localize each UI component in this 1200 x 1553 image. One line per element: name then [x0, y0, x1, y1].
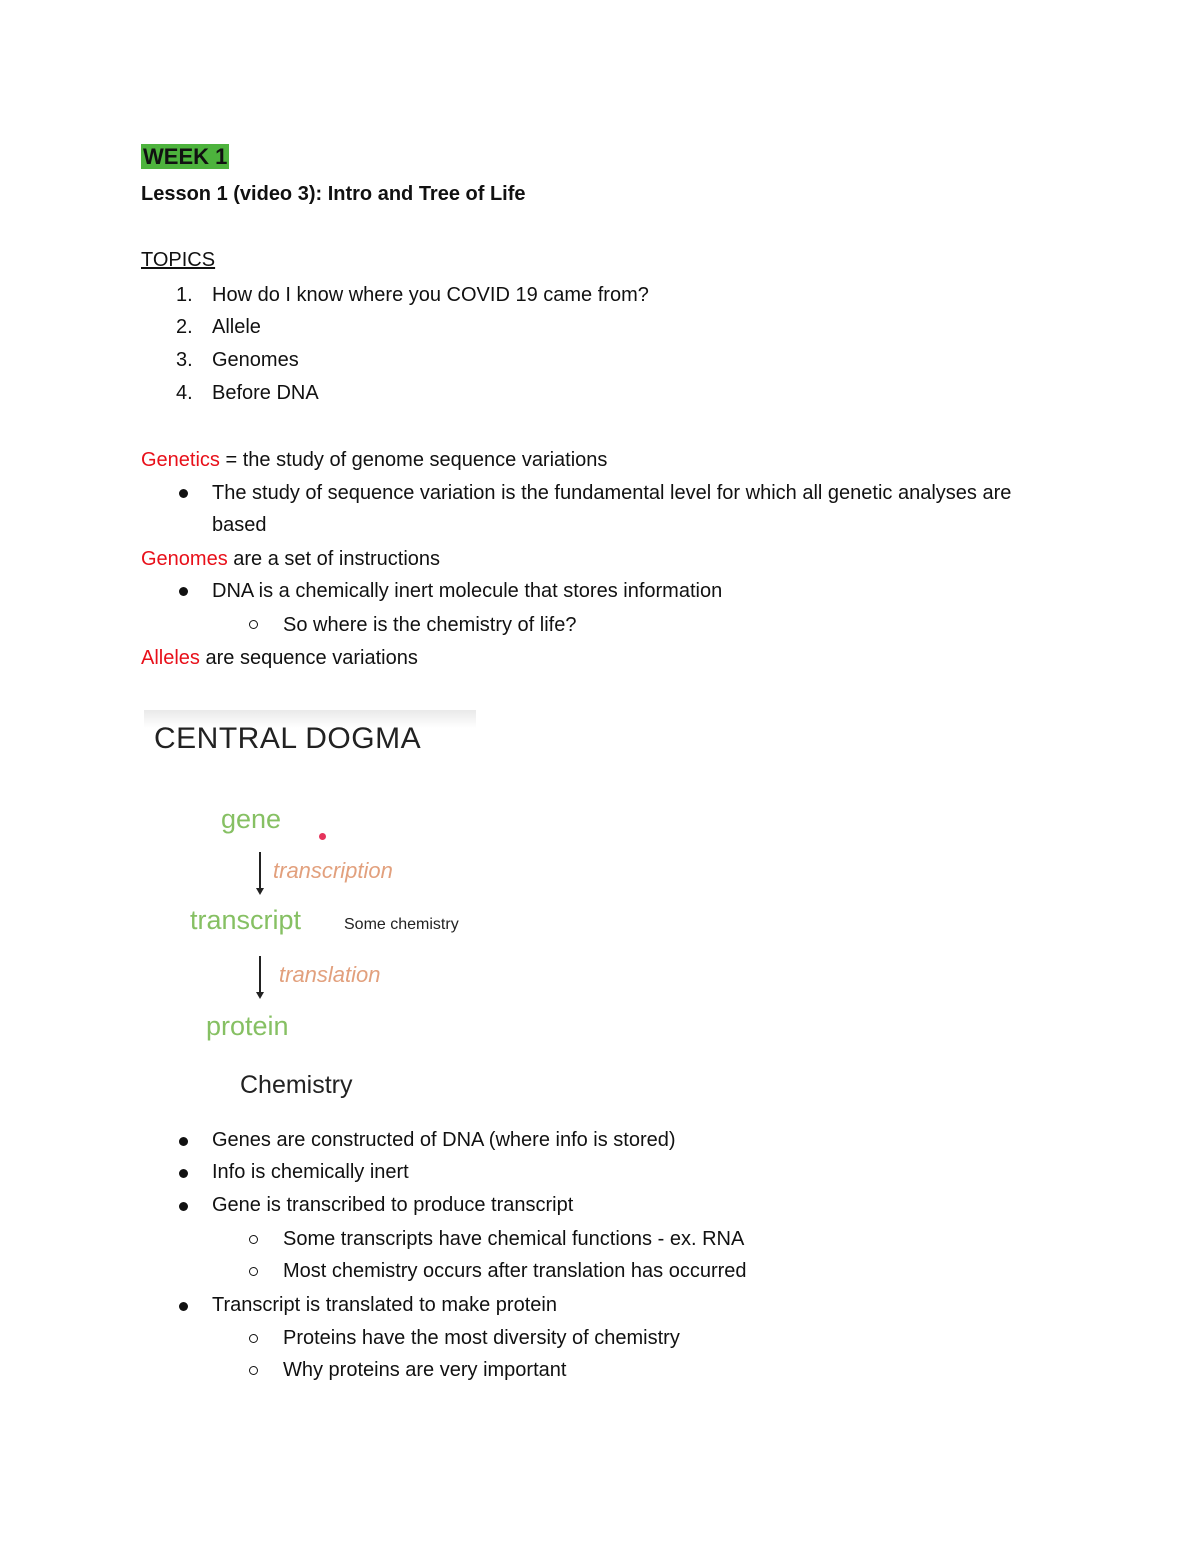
- bullet-icon: [179, 1169, 188, 1178]
- transcription-label: transcription: [273, 858, 393, 883]
- bullet-icon: [179, 489, 188, 498]
- bullet-icon: [179, 1137, 188, 1146]
- protein-label: protein: [206, 1011, 289, 1041]
- genetics-term: Genetics: [141, 449, 220, 471]
- chemistry-label: Chemistry: [240, 1071, 353, 1099]
- note-subbullet: Proteins have the most diversity of chemistry: [283, 1327, 680, 1349]
- topic-number: 1.: [176, 284, 193, 306]
- bullet-icon: [179, 587, 188, 596]
- figure-title: CENTRAL DOGMA: [154, 722, 422, 755]
- note-bullet: Transcript is translated to make protein: [212, 1294, 557, 1316]
- week-heading: [141, 143, 229, 172]
- central-dogma-figure: [144, 710, 484, 1110]
- genomes-term: Genomes: [141, 548, 228, 570]
- topic-number: 3.: [176, 349, 193, 371]
- hollow-bullet-icon: [249, 1366, 258, 1375]
- down-arrow-icon: [252, 954, 268, 1000]
- red-dot-icon: [319, 833, 326, 840]
- translation-label: translation: [279, 962, 381, 987]
- genetics-text: = the study of genome sequence variations: [219, 449, 608, 471]
- bullet-icon: [179, 1302, 188, 1311]
- topic-number: 2.: [176, 316, 193, 338]
- down-arrow-icon: [252, 850, 268, 896]
- note-subbullet: Most chemistry occurs after translation has occurred: [283, 1260, 747, 1282]
- note-bullet: Gene is transcribed to produce transcript: [212, 1194, 574, 1216]
- topic-item: How do I know where you COVID 19 came from?: [212, 284, 649, 306]
- genomes-subbullet: So where is the chemistry of life?: [283, 614, 577, 636]
- note-bullet: Genes are constructed of DNA (where info is stored): [212, 1129, 676, 1151]
- transcript-label: transcript: [190, 905, 302, 935]
- genetics-definition: [141, 446, 607, 474]
- hollow-bullet-icon: [249, 1267, 258, 1276]
- genomes-text: are a set of instructions: [227, 548, 441, 570]
- hollow-bullet-icon: [249, 620, 258, 629]
- lesson-title: Lesson 1 (video 3): Intro and Tree of Life: [141, 183, 526, 205]
- some-chemistry-note: Some chemistry: [344, 916, 459, 933]
- topic-item: Before DNA: [212, 382, 319, 404]
- genomes-definition: [141, 545, 440, 573]
- alleles-text: are sequence variations: [199, 647, 418, 669]
- topic-item: Genomes: [212, 349, 299, 371]
- gene-label: gene: [221, 804, 282, 834]
- bullet-icon: [179, 1202, 188, 1211]
- alleles-definition: [141, 644, 418, 672]
- topic-number: 4.: [176, 382, 193, 404]
- genomes-bullet: DNA is a chemically inert molecule that stores information: [212, 580, 723, 602]
- hollow-bullet-icon: [249, 1334, 258, 1343]
- note-subbullet: Some transcripts have chemical functions - ex. RNA: [283, 1228, 745, 1250]
- alleles-term: Alleles: [141, 647, 200, 669]
- topic-item: Allele: [212, 316, 261, 338]
- note-subbullet: Why proteins are very important: [283, 1359, 567, 1381]
- topics-heading: TOPICS: [141, 249, 216, 271]
- hollow-bullet-icon: [249, 1235, 258, 1244]
- note-bullet: Info is chemically inert: [212, 1161, 409, 1183]
- week-label: WEEK 1: [143, 144, 228, 169]
- genetics-bullet: The study of sequence variation is the fundamental level for which all genetic analyses are based: [212, 482, 1012, 536]
